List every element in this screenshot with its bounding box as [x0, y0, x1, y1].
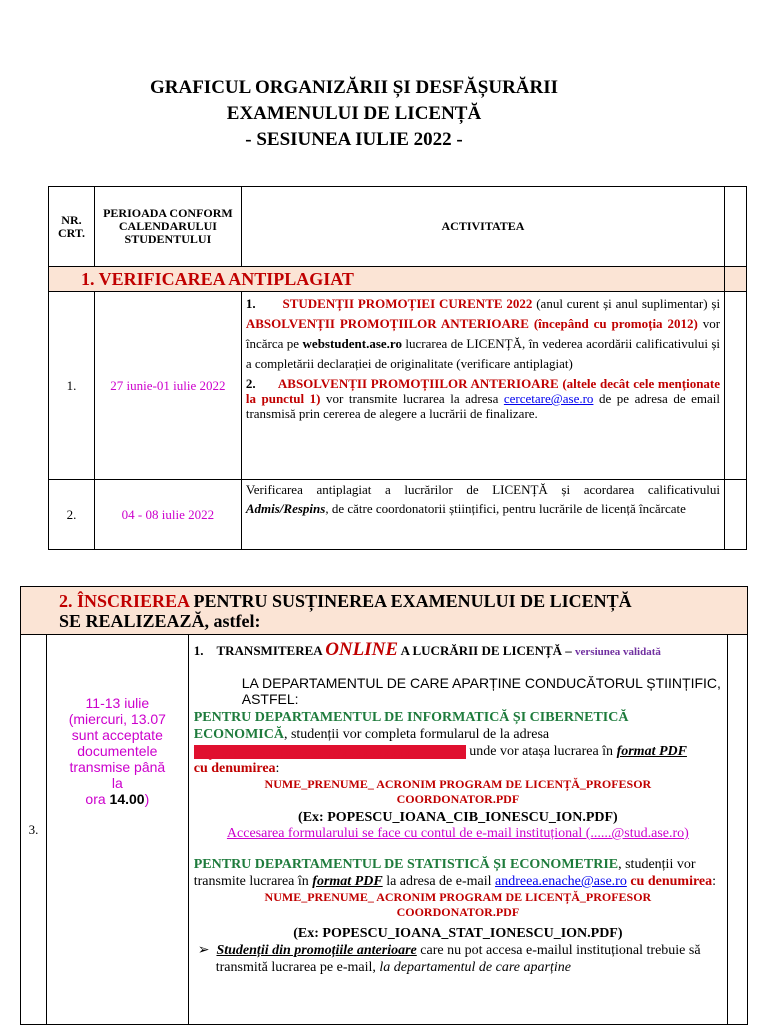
row-2-activity — [241, 480, 724, 550]
row-1-p2-red: ABSOLVENȚII PROMOȚIILOR ANTERIOARE (altele decât cele menționate la punctul 1) — [245, 376, 721, 406]
row-1-period: 27 iunie-01 iulie 2022 — [94, 292, 241, 480]
dept2-cu-denumirea: cu denumirea — [626, 874, 713, 889]
row-2-text — [246, 480, 720, 518]
bullet-paragraph — [194, 942, 722, 976]
row-2-period: 04 - 08 iulie 2022 — [94, 480, 241, 550]
row-2-admis-respins: Admis/Respins — [245, 501, 326, 516]
row-1-p2-text-2: de pe adresa de email transmisă prin cererea de alegere a lucrării de finalizare. — [245, 391, 721, 421]
dept2-email-link[interactable]: andreea.enache@ase.ro — [495, 874, 627, 889]
item-number: 1. — [193, 643, 204, 658]
bullet-italic: la departamentul de care aparține — [379, 960, 571, 975]
bullet-promotii: Studenții din promoțiile anterioare — [216, 943, 417, 958]
row-1-nr: 1. — [49, 292, 95, 480]
dept1-paragraph — [194, 707, 722, 777]
schedule-table-1 — [48, 186, 747, 550]
period-line-7 — [47, 791, 188, 807]
row-1-p2-text-1: vor transmite lucrarea la adresa — [320, 391, 504, 406]
period-line-6: la — [111, 775, 123, 791]
period-line-1: 11-13 iulie — [85, 695, 150, 711]
row-1-p1-text-1: (anul curent și anul suplimentar) și — [532, 296, 721, 311]
row-3-period — [46, 635, 188, 1025]
example-2: (Ex: POPESCU_IOANA_STAT_IONESCU_ION.PDF) — [293, 926, 623, 941]
period-line-5: transmise până — [69, 759, 166, 775]
row-3-activity — [188, 635, 727, 1025]
row-2-text-2: , de către coordonatorii științifici, pentru lucrările de licență încărcate — [325, 501, 686, 516]
dept1-text-2: unde vor atașa lucrarea în — [465, 744, 617, 759]
dept2-paragraph — [194, 842, 722, 890]
schedule-table-2 — [20, 586, 748, 1025]
section-1-title: 1. VERIFICAREA ANTIPLAGIAT — [49, 267, 725, 292]
access-note-link[interactable]: Accesarea formularului se face cu contul de e-mail instituțional (......@stud.ase.ro) — [226, 826, 689, 841]
row-1-empty-cell — [725, 292, 747, 480]
row-2-empty-cell — [725, 480, 747, 550]
section-2-title — [21, 587, 748, 635]
row-1-activity — [241, 292, 724, 480]
row-1-p1-number: 1. — [245, 296, 256, 311]
section-2-title-line2-end: , astfel: — [204, 610, 261, 631]
dept2-name: PENTRU DEPARTAMENTUL DE STATISTICĂ ȘI ECONOMETRIE — [193, 857, 619, 872]
header-perioada: PERIOADA CONFORM CALENDARULUI STUDENTULUI — [94, 187, 241, 267]
period-line-3: sunt acceptate — [71, 727, 163, 743]
naming-convention-2: NUME_PRENUME_ ACRONIM PROGRAM DE LICENȚĂ_PROFESOR COORDONATOR.PDF — [264, 890, 652, 919]
section-2-title-line2: SE REALIZEAZĂ — [59, 610, 205, 631]
section-1-empty-cell — [725, 267, 747, 292]
section-2-title-red: 2. ÎNSCRIEREA — [59, 590, 190, 611]
dept2-text-1: , studenții vor transmite lucrarea în — [193, 857, 696, 889]
title-line-2: EXAMENULUI DE LICENȚĂ — [226, 103, 482, 124]
period-line-4: documentele — [77, 743, 158, 759]
dept2-format-pdf: format PDF — [312, 874, 383, 889]
bullet-arrow-icon: ➢ — [197, 943, 210, 958]
period-close: ) — [144, 791, 150, 807]
header-nr-crt: NR. CRT. — [49, 187, 95, 267]
row-1-p1-text-3: lucrarea de LICENȚĂ, în vederea acordării calificativului și a completării declarației de originalitate (verificare antiplagiat) — [245, 336, 721, 371]
dept1-cu-denumirea: cu denumirea — [193, 761, 276, 776]
dept1-format-pdf: format PDF — [616, 744, 687, 759]
period-ora: ora — [85, 791, 110, 807]
period-time: 14.00 — [109, 791, 145, 807]
row-3-empty-cell — [728, 635, 748, 1025]
row-1-paragraph-1 — [246, 292, 720, 374]
bullet-text-1: care nu pot accesa e-mailul instituțional trebuie să transmită lucrarea pe e-mail, — [215, 943, 701, 975]
title-line-1: GRAFICUL ORGANIZĂRII ȘI DESFĂȘURĂRII — [149, 77, 559, 98]
row-1-p1-red-2: ABSOLVENȚII PROMOȚIILOR ANTERIOARE (începând cu promoția 2012) — [245, 316, 698, 331]
dept2-text-2: la adresa de e-mail — [382, 874, 496, 889]
period-line-2: (miercuri, 13.07 — [68, 711, 166, 727]
item-title-text-2: A LUCRĂRII DE LICENȚĂ – — [398, 643, 576, 658]
dept1-name: PENTRU DEPARTAMENTUL DE INFORMATICĂ ȘI CIBERNETICĂ ECONOMICĂ — [193, 710, 629, 742]
row-3-nr: 3. — [21, 635, 47, 1025]
item-online: ONLINE — [325, 639, 399, 660]
naming-convention-1: NUME_PRENUME_ ACRONIM PROGRAM DE LICENȚĂ_PROFESOR COORDONATOR.PDF — [264, 777, 652, 806]
example-1: (Ex: POPESCU_IOANA_CIB_IONESCU_ION.PDF) — [298, 810, 618, 825]
dept2-colon: : — [712, 874, 717, 889]
dept-intro: LA DEPARTAMENTUL DE CARE APARȚINE CONDUCĂTORUL ȘTIINȚIFIC, ASTFEL: — [241, 675, 721, 707]
row-1-p1-red-1: STUDENȚII PROMOȚIEI CURENTE 2022 — [282, 296, 533, 311]
row-1-p2-number: 2. — [245, 376, 256, 391]
cercetare-email-link[interactable]: cercetare@ase.ro — [503, 391, 594, 406]
item-versiune: versiunea validată — [575, 646, 661, 658]
row-1-p1-webstudent: webstudent.ase.ro — [302, 336, 402, 351]
redacted-form-url[interactable]: https://forms.office.com/r/xxxxxxxxxx — [194, 745, 466, 759]
section-2-title-rest: PENTRU SUSȚINEREA EXAMENULUI DE LICENȚĂ — [189, 590, 632, 611]
row-2-nr: 2. — [49, 480, 95, 550]
item-title — [194, 635, 722, 661]
row-1-paragraph-2 — [246, 374, 720, 421]
header-empty-cell — [725, 187, 747, 267]
title-line-3: - SESIUNEA IULIE 2022 - — [245, 129, 463, 150]
item-title-text: TRANSMITEREA — [216, 643, 326, 658]
row-1-p1-text-2: vor încărca pe — [245, 316, 721, 351]
dept1-colon: : — [275, 761, 280, 776]
dept1-text-1: , studenții vor completa formularul de la adresa — [283, 727, 550, 742]
row-2-text-1: Verificarea antiplagiat a lucrărilor de LICENȚĂ și acordarea calificativului — [245, 482, 721, 497]
header-activitatea: ACTIVITATEA — [241, 187, 724, 267]
